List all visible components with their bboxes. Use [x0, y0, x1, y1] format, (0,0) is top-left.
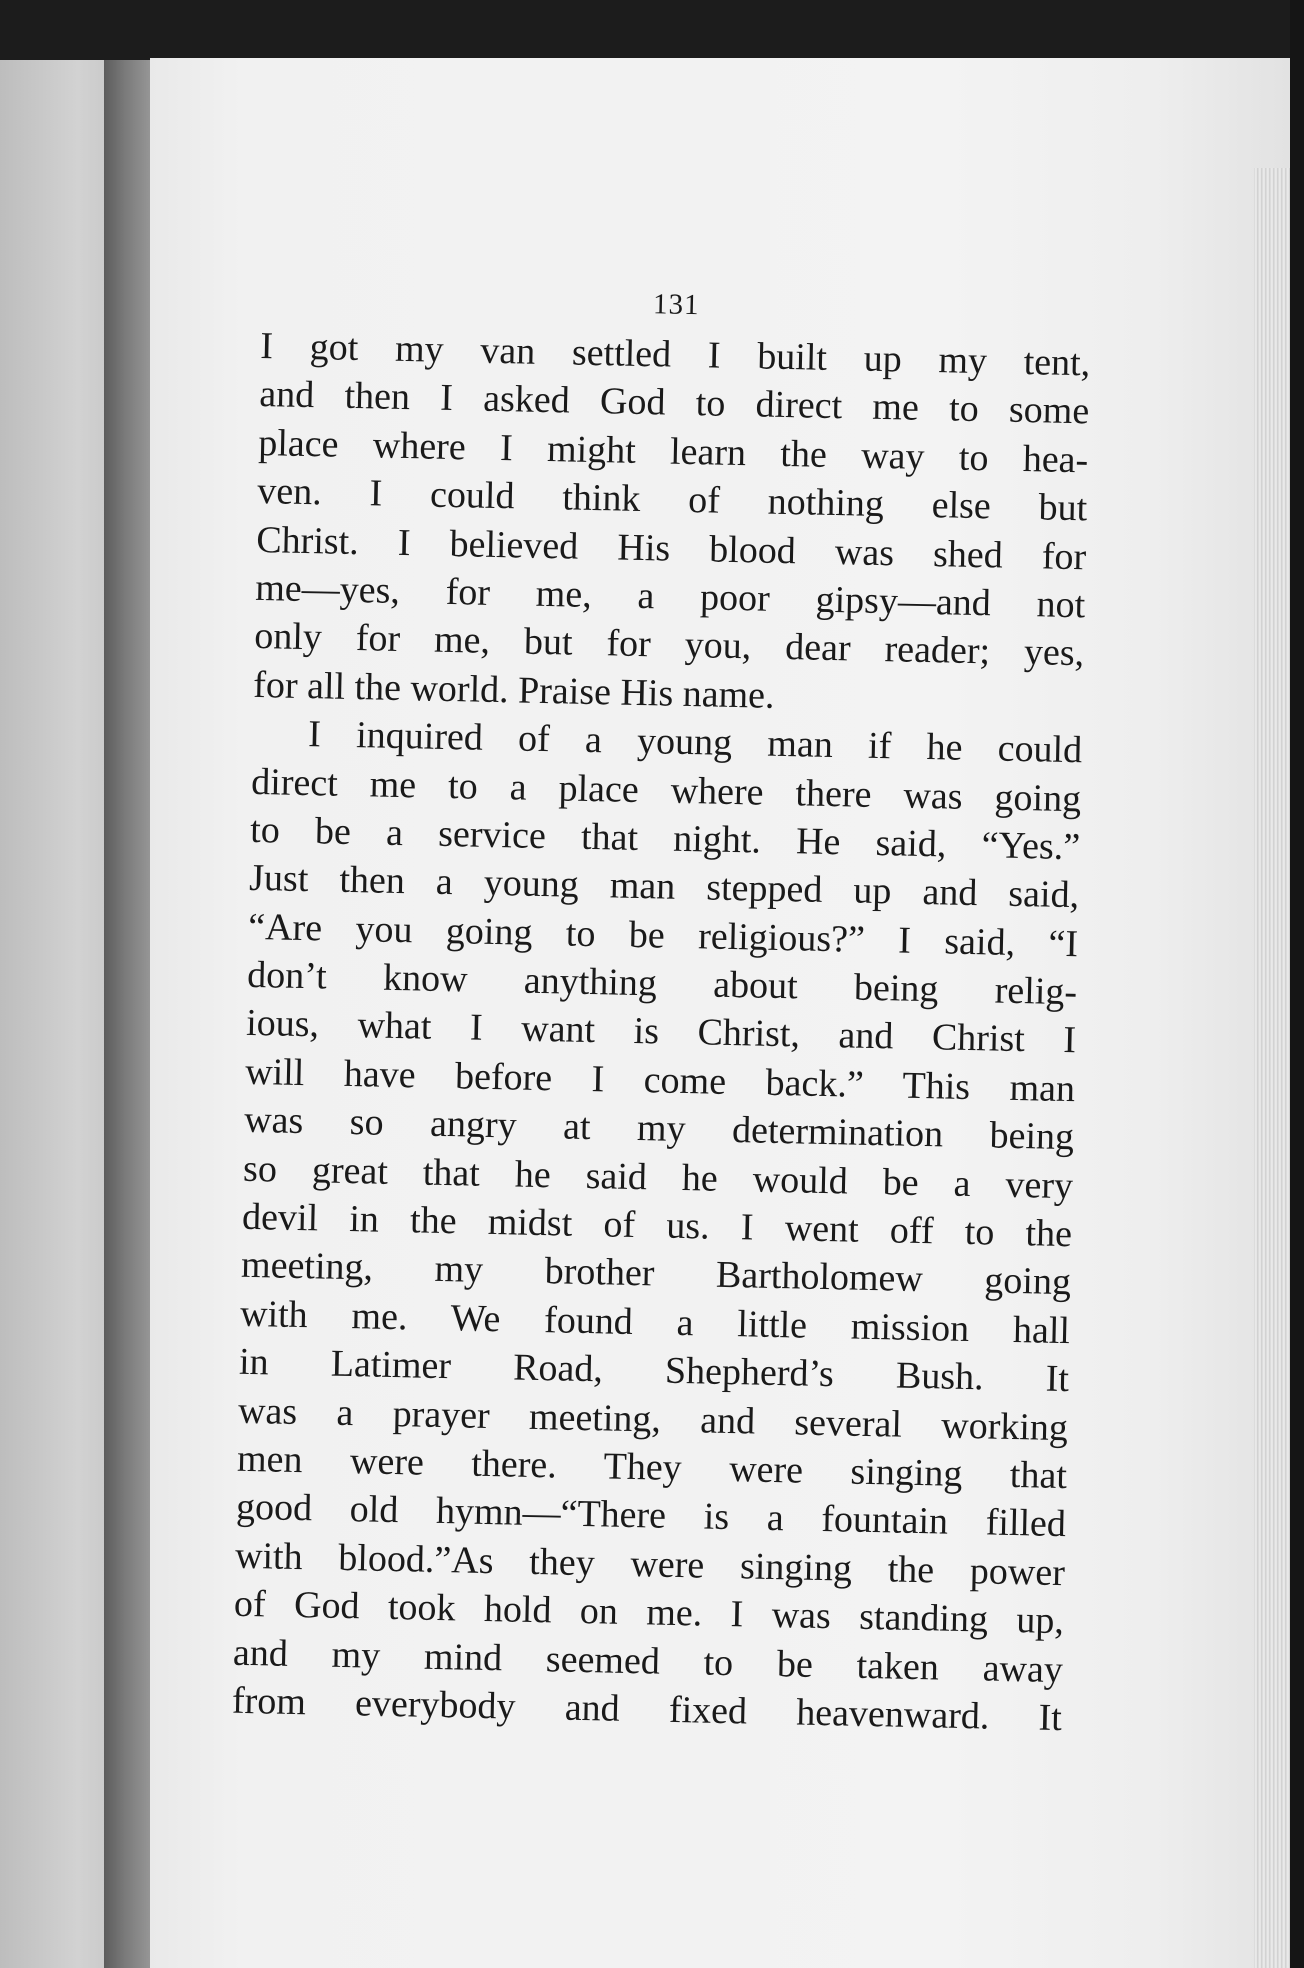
text-line: to be a service that night. He said, “Yes.” — [249, 808, 1081, 869]
text-line: only for me, but for you, dear reader; yes, — [253, 615, 1085, 675]
text-line: place where I might learn the way to hea- — [257, 421, 1089, 482]
text-line: don’t know anything about being relig- — [246, 953, 1078, 1014]
text-line: devil in the midst of us. I went off to the — [241, 1195, 1073, 1256]
text-line: men were there. They were singing that — [236, 1437, 1068, 1498]
text-line: was so angry at my determination being — [243, 1099, 1075, 1159]
text-line: in Latimer Road, Shepherd’s Bush. It — [238, 1340, 1070, 1401]
text-line: direct me to a place where there was going — [250, 760, 1082, 820]
book-gutter — [104, 60, 156, 1968]
text-line: with me. We found a little mission hall — [239, 1292, 1071, 1352]
page-number: 131 — [652, 288, 700, 322]
text-line: me—yes, for me, a poor gipsy—and not — [254, 566, 1086, 627]
text-line: “Are you going to be religious?” I said, “I — [247, 905, 1079, 965]
text-line: and then I asked God to direct me to some — [258, 373, 1090, 433]
text-line: of God took hold on me. I was standing up, — [233, 1582, 1065, 1643]
text-line: I inquired of a young man if he could — [307, 713, 1083, 772]
text-line: for all the world. Praise His name. — [252, 663, 775, 717]
text-line: was a prayer meeting, and several working — [237, 1389, 1069, 1449]
text-line: I got my van settled I built up my tent, — [259, 324, 1091, 385]
page-stack-edge — [1254, 168, 1290, 1968]
text-line: so great that he said he would be a very — [242, 1147, 1074, 1207]
text-line: and my mind seemed to be taken away — [232, 1631, 1064, 1691]
text-line: ven. I could think of nothing else but — [256, 470, 1088, 530]
text-line: ious, what I want is Christ, and Christ I — [245, 1002, 1077, 1062]
text-line: Christ. I believed His blood was shed for — [255, 518, 1087, 578]
right-background — [1290, 0, 1304, 1968]
text-line: from everybody and fixed heavenward. It — [231, 1679, 1063, 1740]
text-line: meeting, my brother Bartholomew going — [240, 1244, 1072, 1304]
page-text-block — [231, 270, 1092, 1787]
text-line: good old hymn—“There is a fountain filled — [235, 1486, 1067, 1546]
text-line: with blood.”As they were singing the power — [234, 1534, 1066, 1594]
text-line: will have before I come back.” This man — [244, 1050, 1076, 1111]
text-line: Just then a young man stepped up and said, — [248, 857, 1080, 917]
body-text — [232, 322, 1091, 1742]
